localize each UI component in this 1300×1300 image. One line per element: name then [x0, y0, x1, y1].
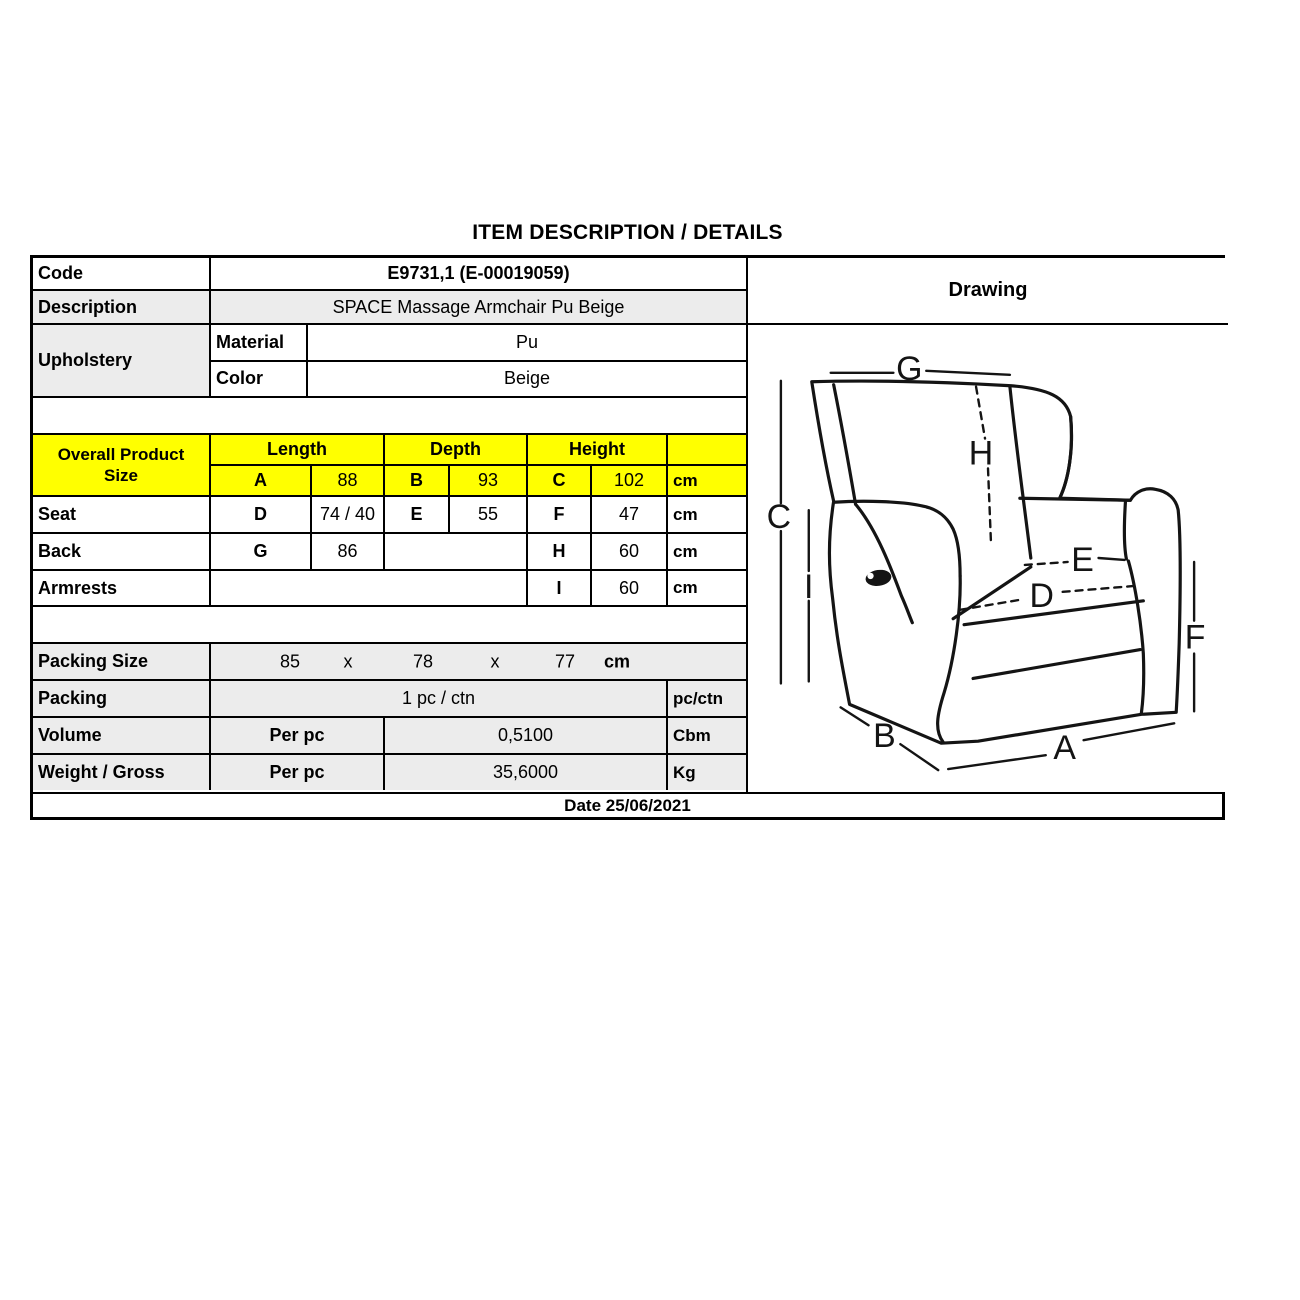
armrests-unit: cm [673, 578, 698, 597]
seat-value-d: 74 / 40 [312, 497, 385, 532]
drawing-panel-title: Drawing [748, 258, 1228, 325]
packing-size-label: Packing Size [33, 644, 211, 679]
upholstery-block [33, 325, 746, 398]
depth-header: Depth [385, 435, 528, 464]
dim-label-d: D [1029, 576, 1054, 615]
packing-row [33, 681, 746, 718]
volume-per-pc: Per pc [211, 718, 385, 753]
armchair-silhouette [812, 381, 1180, 743]
overall-size-line1: Overall Product [57, 445, 185, 464]
date-row [33, 792, 1222, 817]
seat-letter-e: E [385, 497, 450, 532]
packing-size-v3: 77 [554, 651, 576, 671]
overall-size-block [33, 435, 746, 497]
overall-values-row [211, 466, 746, 495]
overall-letter-a: A [211, 466, 312, 495]
dim-label-i: I [804, 567, 814, 606]
spec-table-left [33, 258, 746, 790]
overall-value-c: 102 [592, 466, 668, 495]
spacer-row-1 [33, 398, 746, 435]
spec-sheet-table [30, 255, 1225, 820]
back-row [33, 534, 746, 571]
dim-label-b: B [873, 717, 896, 756]
weight-per-pc: Per pc [211, 755, 385, 790]
packing-size-v2: 78 [412, 651, 434, 671]
dim-label-f: F [1184, 618, 1206, 657]
armrests-blank-cell [211, 571, 528, 605]
volume-label: Volume [33, 718, 211, 753]
height-header: Height [528, 435, 668, 464]
packing-value: 1 pc / ctn [211, 681, 668, 716]
seat-unit: cm [673, 504, 698, 524]
size-columns [211, 435, 746, 495]
dim-label-h: H [968, 434, 994, 473]
volume-unit: Cbm [673, 725, 711, 745]
massage-control-notch [867, 573, 873, 579]
packing-unit: pc/ctn [673, 688, 724, 708]
overall-value-b: 93 [450, 466, 528, 495]
seat-label: Seat [33, 497, 211, 532]
dim-label-a: A [1053, 729, 1076, 768]
color-label: Color [211, 362, 308, 397]
overall-value-a: 88 [312, 466, 385, 495]
overall-unit: cm [668, 466, 746, 495]
weight-row [33, 755, 746, 790]
weight-unit: Kg [673, 762, 696, 782]
volume-value: 0,5100 [385, 718, 668, 753]
unit-header-blank [668, 435, 746, 464]
color-row [211, 362, 746, 397]
page-title: ITEM DESCRIPTION / DETAILS [472, 221, 783, 244]
weight-label: Weight / Gross [33, 755, 211, 790]
back-letter-g: G [211, 534, 312, 569]
size-column-headers [211, 435, 746, 466]
overall-size-line2: Size [103, 466, 139, 485]
armrests-label: Armrests [33, 571, 211, 605]
back-blank-cell [385, 534, 528, 569]
description-label: Description [33, 291, 211, 323]
spacer-row-2 [33, 607, 746, 644]
date-text: Date 25/06/2021 [564, 795, 691, 815]
packing-size-x1: x [343, 651, 353, 671]
volume-row [33, 718, 746, 755]
armrests-value-i: 60 [592, 571, 668, 605]
code-label: Code [33, 258, 211, 289]
description-value: SPACE Massage Armchair Pu Beige [332, 296, 625, 317]
color-value: Beige [503, 368, 551, 389]
overall-letter-c: C [528, 466, 592, 495]
packing-size-row [33, 644, 746, 681]
armrests-letter-i: I [528, 571, 592, 605]
upholstery-label: Upholstery [33, 325, 211, 396]
code-row [33, 258, 746, 291]
seat-row [33, 497, 746, 534]
back-unit: cm [673, 541, 698, 561]
upholstery-values [211, 325, 746, 396]
back-value-h: 60 [592, 534, 668, 569]
seat-value-e: 55 [450, 497, 528, 532]
weight-value: 35,6000 [385, 755, 668, 790]
seat-value-f: 47 [592, 497, 668, 532]
seat-letter-d: D [211, 497, 312, 532]
material-label: Material [211, 325, 308, 360]
packing-size-values [211, 644, 746, 679]
back-arm-junction-line [1020, 498, 1131, 500]
packing-size-v1: 85 [279, 651, 301, 671]
dim-label-e: E [1071, 540, 1094, 579]
seat-letter-f: F [528, 497, 592, 532]
armchair-drawing [748, 325, 1228, 790]
back-letter-h: H [528, 534, 592, 569]
armchair-svg [748, 325, 1228, 790]
back-label: Back [33, 534, 211, 569]
overall-size-header [33, 435, 211, 495]
dim-label-c: C [766, 498, 792, 537]
back-value-g: 86 [312, 534, 385, 569]
overall-letter-b: B [385, 466, 450, 495]
packing-label: Packing [33, 681, 211, 716]
packing-size-unit: cm [603, 651, 631, 671]
material-value: Pu [515, 331, 539, 352]
drawing-panel [746, 258, 1228, 792]
description-row [33, 291, 746, 325]
code-value: E9731,1 (E-00019059) [387, 263, 570, 283]
dim-label-g: G [896, 349, 923, 388]
material-row [211, 325, 746, 362]
packing-size-x2: x [490, 651, 500, 671]
length-header: Length [211, 435, 385, 464]
armrests-row [33, 571, 746, 607]
